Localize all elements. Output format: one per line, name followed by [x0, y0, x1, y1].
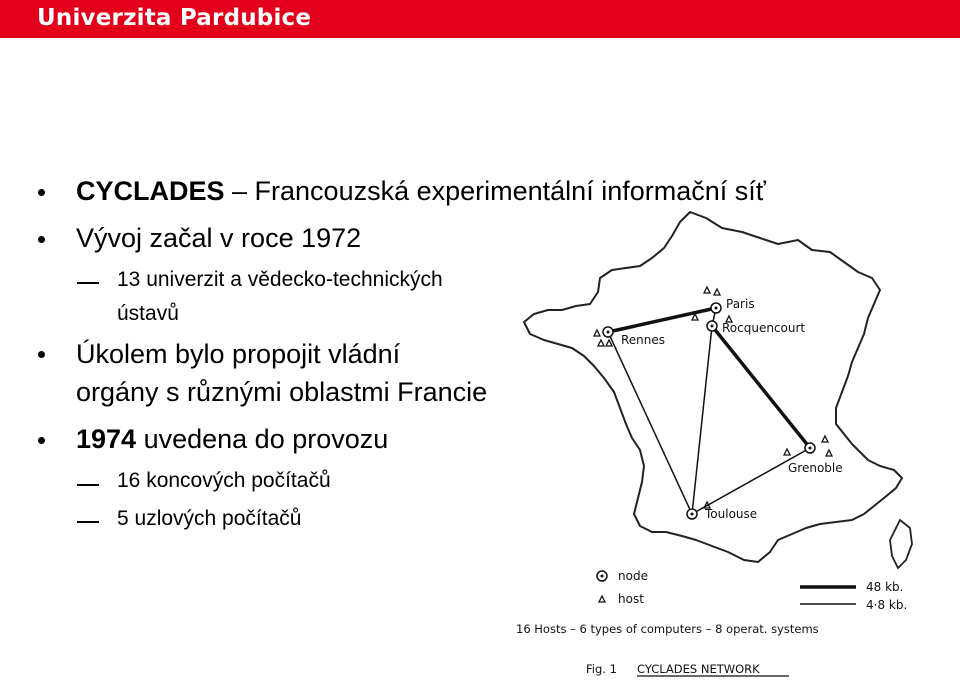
- label-rennes: Rennes: [621, 333, 666, 347]
- figure-caption-prefix: Fig. 1: [586, 662, 617, 676]
- label-rocquencourt: Rocquencourt: [722, 321, 806, 335]
- sub-bullet-nodes: 5 uzlových počítačů: [117, 507, 302, 530]
- legend-host-label: host: [618, 592, 644, 606]
- node-paris: [711, 303, 721, 313]
- host-triangle: [714, 289, 720, 295]
- figure-note: 16 Hosts – 6 types of computers – 8 operat. systems: [516, 622, 819, 636]
- sub-bullet-hosts: 16 koncových počítačů: [117, 469, 331, 492]
- node-toulouse: [687, 509, 697, 519]
- node-rocquencourt: [707, 321, 717, 331]
- legend-node-symbol: [597, 571, 607, 581]
- host-triangle: [784, 449, 790, 455]
- node-rennes: [603, 327, 613, 337]
- bullet-development: Vývoj začal v roce 1972: [76, 223, 362, 253]
- university-logo-text: Univerzita Pardubice: [37, 5, 312, 31]
- cyclades-bold: CYCLADES: [76, 176, 225, 206]
- year-desc: uvedena do provozu: [136, 424, 389, 454]
- link-rocquencourt-grenoble: [712, 326, 810, 448]
- host-triangle: [606, 340, 612, 346]
- cyclades-desc: – Francouzská experimentální informační síť: [224, 176, 766, 206]
- year-bold: 1974: [76, 424, 137, 454]
- bullet-task-1: Úkolem bylo propojit vládní: [76, 339, 401, 369]
- label-grenoble: Grenoble: [788, 461, 843, 475]
- host-triangle: [704, 287, 710, 293]
- sub-bullet-universities-1: 13 univerzit a vědecko-technických: [117, 268, 443, 291]
- link-rennes-paris: [608, 308, 716, 332]
- host-triangle: [594, 330, 600, 336]
- label-toulouse: Toulouse: [705, 507, 758, 521]
- label-paris: Paris: [726, 297, 755, 311]
- legend-host-symbol: [599, 596, 605, 602]
- bullet-task-2: orgány s různými oblastmi Francie: [76, 377, 488, 407]
- host-triangle: [826, 450, 832, 456]
- link-grenoble-toulouse: [692, 448, 810, 514]
- sub-bullet-universities-2: ústavů: [117, 302, 179, 325]
- node-grenoble: [805, 443, 815, 453]
- host-triangle: [598, 340, 604, 346]
- legend-speed-fast: 48 kb.: [866, 580, 904, 594]
- corsica-outline: [890, 520, 912, 568]
- figure-caption-title: CYCLADES NETWORK: [637, 662, 760, 676]
- link-rocquencourt-toulouse: [692, 326, 712, 514]
- link-rennes-toulouse: [608, 332, 692, 514]
- legend-node-label: node: [618, 569, 648, 583]
- legend-speed-slow: 4·8 kb.: [866, 598, 908, 612]
- host-triangle: [822, 436, 828, 442]
